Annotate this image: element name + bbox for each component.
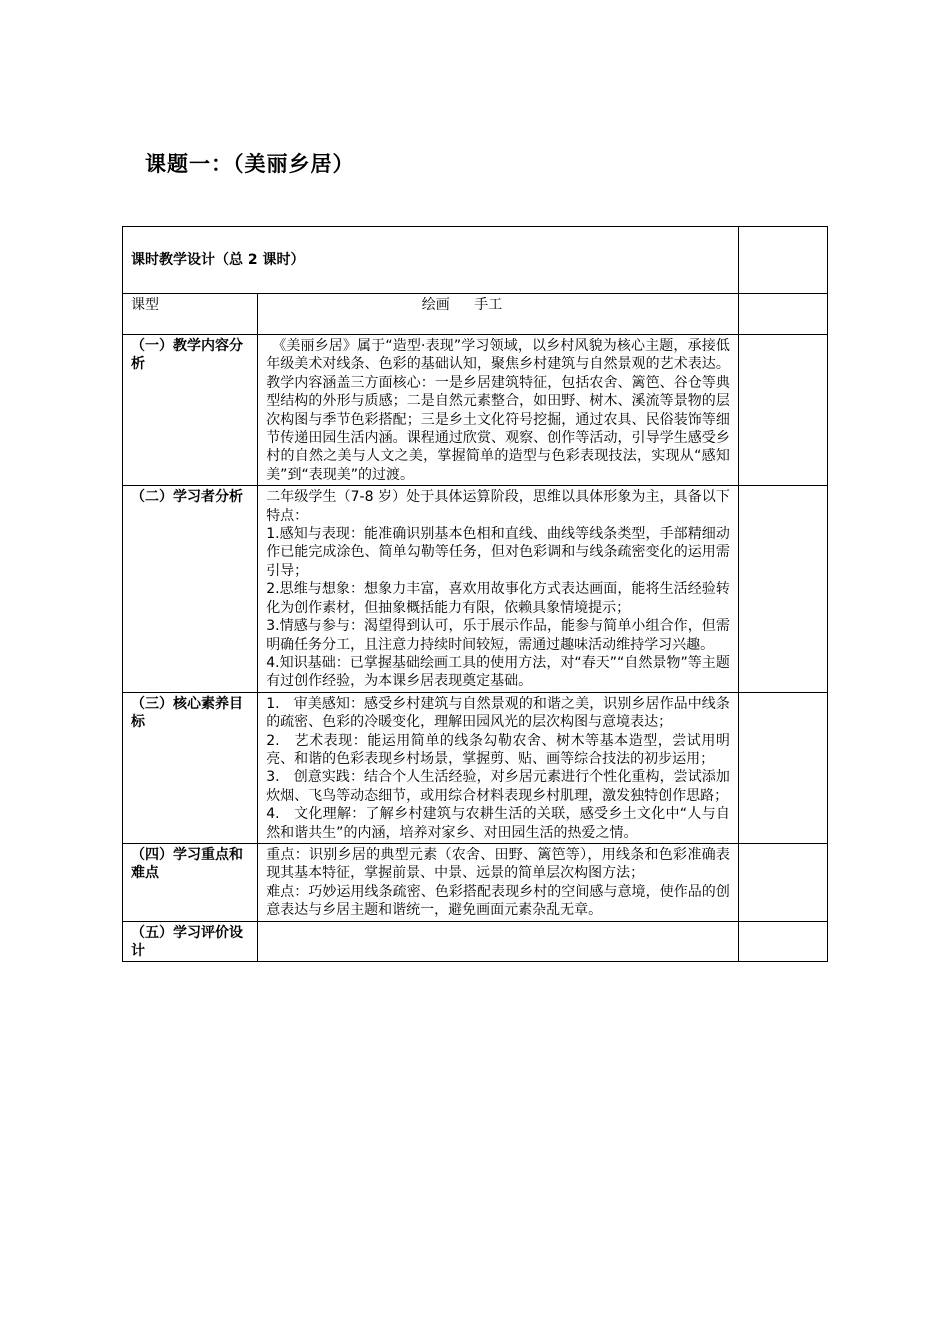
type-label: 课型 <box>123 294 258 335</box>
table-row <box>123 843 828 921</box>
table-row <box>123 486 828 692</box>
row-label: （一）教学内容分析 <box>123 335 258 486</box>
table-row <box>123 921 828 962</box>
extra-cell <box>738 921 827 962</box>
lesson-plan-table <box>122 226 828 962</box>
content-paragraph: 2. 艺术表现：能运用简单的线条勾勒农舍、树木等基本造型，尝试用明亮、和谐的色彩表现乡村场景，掌握剪、贴、画等综合技法的初步运用； <box>266 732 730 767</box>
row-content <box>258 486 739 692</box>
extra-cell <box>738 335 827 486</box>
table-header-row <box>123 227 828 294</box>
row-label: （四）学习重点和难点 <box>123 843 258 921</box>
content-paragraph: 1.感知与表现：能准确识别基本色相和直线、曲线等线条类型，手部精细动作已能完成涂色、简单勾勒等任务，但对色彩调和与线条疏密变化的运用需引导； <box>266 526 730 579</box>
row-label: （三）核心素养目标 <box>123 692 258 843</box>
content-paragraph: 3.情感与参与：渴望得到认可，乐于展示作品，能参与简单小组合作，但需明确任务分工，且注意力持续时间较短，需通过趣味活动维持学习兴趣。 <box>266 618 730 653</box>
type-value-handcraft: 手工 <box>474 297 503 313</box>
row-content <box>258 692 739 843</box>
content-paragraph: 3. 创意实践：结合个人生活经验，对乡居元素进行个性化重构，尝试添加炊烟、飞鸟等动态细节，或用综合材料表现乡村肌理，激发独特创作思路； <box>266 769 730 804</box>
content-paragraph: 二年级学生（7-8 岁）处于具体运算阶段，思维以具体形象为主，具备以下特点： <box>266 489 730 524</box>
content-paragraph: 4.知识基础：已掌握基础绘画工具的使用方法，对“春天”“自然景物”等主题有过创作经验，为本课乡居表现奠定基础。 <box>266 654 730 690</box>
row-content <box>258 335 739 486</box>
row-content <box>258 843 739 921</box>
extra-cell <box>738 843 827 921</box>
table-row <box>123 335 828 486</box>
extra-cell <box>738 227 827 294</box>
header-text: 课时教学设计（总 2 课时） <box>131 252 305 268</box>
extra-cell <box>738 486 827 692</box>
row-content <box>258 921 739 962</box>
document-title: 课题一：（美丽乡居） <box>145 152 355 176</box>
table-row <box>123 692 828 843</box>
row-label: （五）学习评价设计 <box>123 921 258 962</box>
extra-cell <box>738 294 827 335</box>
content-paragraph: 重点：识别乡居的典型元素（农舍、田野、篱笆等），用线条和色彩准确表现其基本特征，掌握前景、中景、远景的简单层次构图方法； <box>266 846 730 882</box>
type-values <box>258 294 739 335</box>
extra-cell <box>738 692 827 843</box>
row-label: （二）学习者分析 <box>123 486 258 692</box>
header-cell <box>123 227 739 294</box>
type-value-drawing: 绘画 <box>421 297 450 313</box>
content-paragraph: 4. 文化理解：了解乡村建筑与农耕生活的关联，感受乡土文化中“人与自然和谐共生”的内涵，培养对家乡、对田园生活的热爱之情。 <box>266 806 730 841</box>
content-paragraph: 1. 审美感知：感受乡村建筑与自然景观的和谐之美，识别乡居作品中线条的疏密、色彩的冷暖变化，理解田园风光的层次构图与意境表达； <box>266 695 730 731</box>
content-paragraph: 难点：巧妙运用线条疏密、色彩搭配表现乡村的空间感与意境，使作品的创意表达与乡居主题和谐统一，避免画面元素杂乱无章。 <box>266 883 730 919</box>
content-paragraph: 《美丽乡居》属于“造型·表现”学习领域，以乡村风貌为核心主题，承接低年级美术对线条、色彩的基础认知，聚焦乡村建筑与自然景观的艺术表达。教学内容涵盖三方面核心：一是乡居建筑特征，包括农舍、篱笆、谷仓等典型结构的外形与质感；二是自然元素整合，如田野、树木、溪流等景物的层次构图与季节色彩搭配；三是乡土文化符号挖掘，通过农具、民俗装饰等细节传递田园生活内涵。课程通过欣赏、观察、创作等活动，引导学生感受乡村的自然之美与人文之美，掌握简单的造型与色彩表现技法，实现从“感知美”到“表现美”的过渡。 <box>266 338 730 483</box>
content-paragraph: 2.思维与想象：想象力丰富，喜欢用故事化方式表达画面，能将生活经验转化为创作素材，但抽象概括能力有限，依赖具象情境提示； <box>266 581 730 616</box>
type-row <box>123 294 828 335</box>
